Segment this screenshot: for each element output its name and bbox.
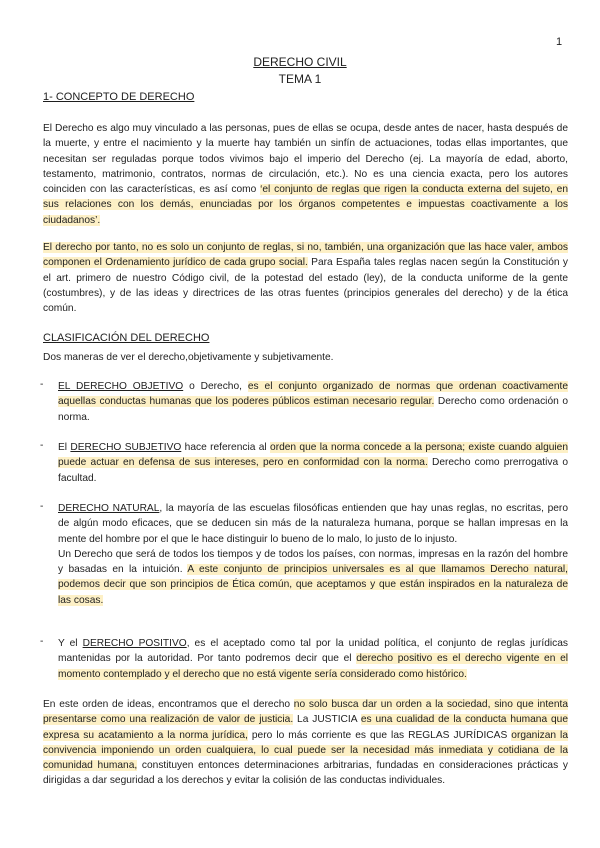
- text: En este orden de ideas, encontramos que el derecho: [43, 699, 294, 710]
- document-subtitle: TEMA 1: [278, 72, 322, 86]
- section-heading-clasificacion: CLASIFICACIÓN DEL DERECHO: [43, 332, 210, 344]
- text: hace referencia al: [181, 442, 271, 453]
- list-bullet: -: [40, 440, 44, 451]
- text: Un Derecho que será de todos los tiempos y de todos los países, con normas, impresas en la razón del hombre y basadas en la intuición.: [58, 548, 568, 576]
- paragraph-concepto-2: [43, 240, 568, 316]
- highlighted-text: ‘el conjunto de reglas que rigen la conducta externa del sujeto, en sus relaciones con los demás, enunciadas por los órganos competentes e impuestas coactivamente a los ciudadanos’.: [43, 184, 568, 226]
- list-item-derecho-subjetivo: [58, 440, 568, 486]
- list-bullet: -: [40, 501, 44, 512]
- highlighted-text: derecho positivo es el derecho vigente en el momento contemplado y el derecho que no está vigente sería considerado como histórico.: [58, 653, 568, 680]
- paragraph-closing: [43, 697, 568, 789]
- text: constituyen entonces determinaciones arbitrarias, fundadas en consideraciones prácticas y dirigidas a dar seguridad a los derechos y evitar la colisión de las conductas individuales.: [43, 760, 568, 787]
- text: La JUSTICIA: [293, 714, 361, 726]
- paragraph-text: No es una ciencia exacta, pero los autores coinciden con las características, es así como: [43, 168, 568, 196]
- text: , la mayoría de las escuelas filosóficas entienden que hay unas reglas, no escritas, pero de algún modo eficaces, que se deducen sin más de la naturaleza humana, porque se hallan impresas en la mente del hombre por el que le hace distinguir lo bueno de lo malo, lo justo de lo injusto.: [58, 503, 568, 545]
- highlighted-text: es una cualidad de la conducta humana que expresa su acatamiento a la norma jurídica,: [43, 714, 568, 741]
- text: o Derecho,: [183, 381, 248, 392]
- paragraph-text: Para España tales reglas nacen según la Constitución y el art. primero de nuestro Código civil, de la potestad del estado (ley), de la conducta uniforme de la gente (costumbres), y de las ideas y directrices de las otras fuentes (principios generales del derecho) y de la ética común.: [43, 257, 568, 315]
- list-item-derecho-positivo: [58, 636, 568, 682]
- paragraph-concepto-1: [43, 121, 568, 228]
- paragraph-text: El Derecho es algo muy vinculado a las personas, pues de ellas se ocupa, desde antes de nacer, hasta después de la muerte, y entre el nacimiento y la muerte hay también un sinfín de actuaciones, todas ellas importantes, que necesitan ser reguladas porque todos vivimos bajo el imperio del Derecho (ej. La mayoría de edad, aborto, testamento, matrimonio, contratos, normas de circulación, etc.).: [43, 123, 568, 180]
- classification-intro: Dos maneras de ver el derecho,objetivamente y subjetivamente.: [43, 352, 334, 363]
- text: Y el: [58, 638, 83, 649]
- page-number: 1: [556, 36, 563, 48]
- list-bullet: -: [40, 636, 44, 647]
- text: pero lo más corriente es que las REGLAS JURÍDICAS: [247, 729, 512, 741]
- term: EL DERECHO OBJETIVO: [58, 381, 184, 392]
- highlighted-text: es el conjunto organizado de normas que ordenan coactivamente aquellas conductas humanas que los poderes públicos estiman necesario regular.: [58, 381, 568, 408]
- term: DERECHO NATURAL: [58, 503, 160, 514]
- text: El: [58, 442, 71, 453]
- document-title: DERECHO CIVIL: [253, 55, 347, 69]
- list-item-derecho-natural: [58, 501, 568, 608]
- list-item-derecho-objetivo: [58, 379, 568, 425]
- list-bullet: -: [40, 379, 44, 390]
- text: Derecho como ordenación o norma.: [58, 396, 568, 423]
- highlighted-text: A este conjunto de principios universales es al que llamamos Derecho natural, podemos decir que son principios de Ética común, que aceptamos y que están inspirados en la naturaleza de las cosas.: [58, 564, 569, 606]
- term: DERECHO SUBJETIVO: [70, 442, 182, 453]
- section-heading-concepto: 1- CONCEPTO DE DERECHO: [43, 91, 195, 103]
- text: , es el aceptado como tal por la unidad política, el conjunto de reglas jurídicas mantenidas por la autoridad. Por tanto podremos decir que el: [58, 638, 569, 665]
- highlighted-text: organizan la convivencia imponiendo un orden cualquiera, lo cual puede ser la necesidad más inmediata y cotidiana de la comunidad humana,: [43, 729, 568, 772]
- term: DERECHO POSITIVO: [82, 638, 187, 649]
- highlighted-text: no solo busca dar un orden a la sociedad, sino que intenta presentarse como una realización de valor de justicia.: [43, 699, 568, 726]
- highlighted-text: El derecho por tanto, no es solo un conjunto de reglas, si no, también, una organización que las hace valer, ambos componen el Ordenamiento jurídico de cada grupo social.: [43, 242, 568, 269]
- highlighted-text: orden que la norma concede a la persona; existe cuando alguien puede actuar en defensa de sus intereses, pero en conformidad con la norma.: [58, 442, 568, 469]
- text: Derecho como prerrogativa o facultad.: [58, 457, 569, 484]
